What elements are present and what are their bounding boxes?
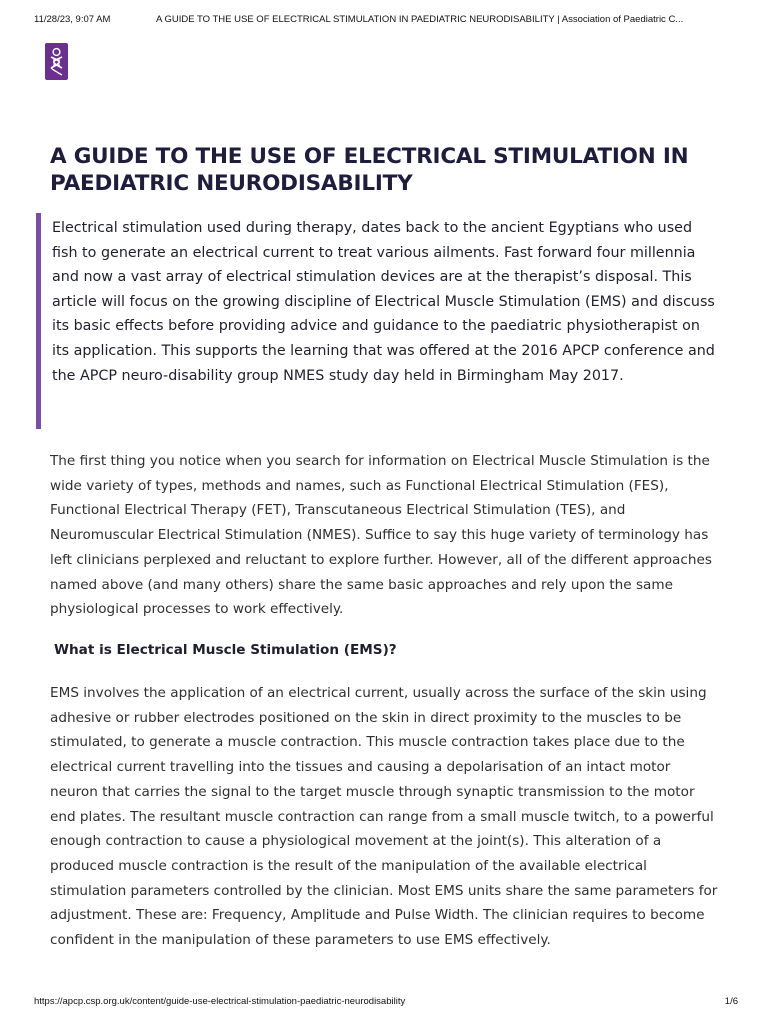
print-page-title: A GUIDE TO THE USE OF ELECTRICAL STIMULATION IN PAEDIATRIC NEURODISABILITY | Association of Paediatric C...: [156, 14, 684, 25]
apcp-logo-icon[interactable]: [45, 43, 68, 80]
print-date: 11/28/23, 9:07 AM: [34, 14, 111, 25]
page-number: 1/6: [724, 996, 738, 1007]
print-url: https://apcp.csp.org.uk/content/guide-use-electrical-stimulation-paediatric-neurodisability: [34, 996, 406, 1007]
section-heading-what-is-ems: What is Electrical Muscle Stimulation (EMS)?: [54, 642, 397, 658]
print-footer: [34, 996, 738, 1010]
paragraph-terminology: The first thing you notice when you search for information on Electrical Muscle Stimulation is the wide variety of types, methods and names, such as Functional Electrical Stimulation (FES), Functional Electrical Therapy (FET), Transcutaneous Electrical Stimulation (TES), and Neuromuscular Electrical Stimulation (NMES). Suffice to say this huge variety of terminology has left clinicians perplexed and reluctant to explore further. However, all of the different approaches named above (and many others) share the same basic approaches and rely upon the same physiological processes to work effectively.: [50, 453, 712, 618]
intro-text: Electrical stimulation used during therapy, dates back to the ancient Egyptians who used fish to generate an electrical current to treat various ailments. Fast forward four millennia and now a vast array of electrical stimulation devices are at the therapist’s disposal. This article will focus on the growing discipline of Electrical Muscle Stimulation (EMS) and discuss its basic effects before providing advice and guidance to the paediatric physiotherapist on its application. This supports the learning that was offered at the 2016 APCP conference and the APCP neuro-disability group NMES study day held in Birmingham May 2017.: [52, 220, 715, 384]
print-header: [34, 14, 738, 28]
intro-blockquote: [36, 213, 716, 429]
article-title: A GUIDE TO THE USE OF ELECTRICAL STIMULATION IN PAEDIATRIC NEURODISABILITY: [50, 144, 689, 196]
paragraph-ems-definition: EMS involves the application of an electrical current, usually across the surface of the skin using adhesive or rubber electrodes positioned on the skin in direct proximity to the muscles to be stimulated, to generate a muscle contraction. This muscle contraction takes place due to the electrical current travelling into the tissues and causing a depolarisation of an intact motor neuron that carries the signal to the target muscle through synaptic transmission to the motor end plates. The resultant muscle contraction can range from a small muscle twitch, to a powerful enough contraction to cause a physiological movement at the joint(s). This alteration of a produced muscle contraction is the result of the manipulation of the available electrical stimulation parameters controlled by the clinician. Most EMS units share the same parameters for adjustment. These are: Frequency, Amplitude and Pulse Width. The clinician requires to become confident in the manipulation of these parameters to use EMS effectively.: [50, 685, 718, 949]
dna-helix-icon: [48, 47, 65, 77]
